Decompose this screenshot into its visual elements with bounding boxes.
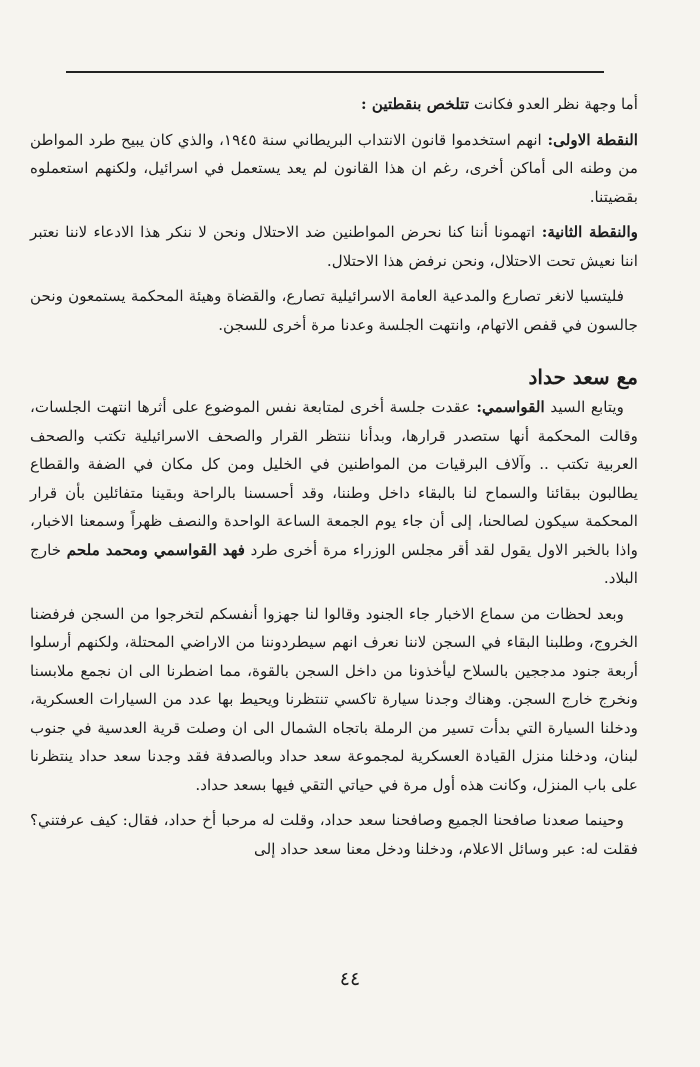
text-segment: خارج البلاد.	[30, 540, 638, 587]
section-paragraph-2: وبعد لحظات من سماع الاخبار جاء الجنود وقالوا لنا جهزوا أنفسكم لتخرجوا من السجن فرفضنا الخروج، وطلبنا البقاء في السجن لاننا نعرف انهم سيطردوننا من الاراضي المحتلة، ولكنهم أرسلوا أربعة جنود مدججين بالسلاح ليأخذونا من داخل السجن بالقوة، مما اضطرنا الى ان نجمع ملابسنا ونخرج خارج السجن. وهناك وجدنا سيارة تاكسي تنتظرنا ويحيط بها عدد من السيارات العسكرية، ودخلنا السيارة التي بدأت تسير من الرملة باتجاه الشمال الى ان وصلت قرية العدسية في جنوب لبنان، ودخلنا منزل القيادة العسكرية لمجموعة سعد حداد وبالصدفة فقد وجدنا سعد حداد ينتظرنا على باب المنزل، وكانت هذه أول مرة في حياتي التقي فيها بسعد حداد.	[30, 604, 638, 794]
bold-phrase: القواسمي:	[470, 398, 545, 416]
bold-phrase: النقطة الاولى:	[541, 130, 638, 149]
intro-paragraph	[30, 90, 638, 119]
text-segment: عقدت جلسة أخرى لمتابعة نفس الموضوع على أثرها انتهت الجلسات، وقالت المحكمة أنها ستصدر قرارها، وبدأنا ننتظر القرار والصحف الاسرائيلية تكتب والصحف العربية تكتب .. وآلاف البرقيات من المواطنين في الخليل ومن كل مكان في الضفة والقطاع يطالبون ببقائنا والسماح لنا بالبقاء داخل وطننا، وقد أحسسنا بالراحة وبقينا متفائلين بأن قرار المحكمة سيكون لصالحنا، إلى أن جاء يوم الجمعة الساعة الواحدة والنصف ظهراً وسمعنا الاخبار، واذا بالخبر الاول يقول لقد أقر مجلس الوزراء مرة أخرى طرد	[30, 398, 639, 559]
text-segment: أما وجهة نظر العدو فكانت	[469, 95, 638, 113]
top-rule	[66, 71, 604, 73]
section-paragraph-1	[30, 393, 638, 593]
point-one-paragraph	[30, 126, 638, 212]
bold-phrase: تتلخص بنقطتين :	[360, 95, 470, 113]
bold-phrase: والنقطة الثانية:	[535, 223, 638, 241]
text-segment: ويتابع السيد	[544, 398, 624, 416]
text-segment: فليتسيا لانغر تصارع والمدعية العامة الاسرائيلية تصارع، والقضاة وهيئة المحكمة يستمعون ونحن جالسون في قفص الاتهام، وانتهت الجلسة وعدنا مرة أخرى للسجن.	[30, 287, 638, 334]
bold-phrase: فهد القواسمي ومحمد ملحم	[66, 540, 245, 559]
court-paragraph	[30, 282, 638, 339]
page-number: ٤٤	[339, 968, 361, 990]
page-body	[30, 90, 638, 870]
text-segment: اتهمونا أننا كنا نحرض المواطنين ضد الاحتلال ونحن لا ننكر هذا الادعاء لاننا نعتبر اننا نعيش تحت الاحتلال، ونحن نرفض هذا الاحتلال.	[30, 223, 638, 270]
section-paragraph-3: وحينما صعدنا صافحنا الجميع وصافحنا سعد حداد، وقلت له مرحبا أخ حداد، فقال: كيف عرفتني؟ فقلت له: عبر وسائل الاعلام، ودخلنا ودخل معنا سعد حداد إلى	[30, 811, 638, 858]
section-heading: مع سعد حداد	[528, 365, 638, 389]
text-segment: انهم استخدموا قانون الانتداب البريطاني سنة ١٩٤٥، والذي كان يبيح طرد المواطن من وطنه الى أماكن أخرى، رغم ان هذا القانون لم يعد يستعمل في اسرائيل، ولكنهم استعملوه بقضيتنا.	[30, 130, 638, 206]
point-two-paragraph	[30, 218, 638, 275]
